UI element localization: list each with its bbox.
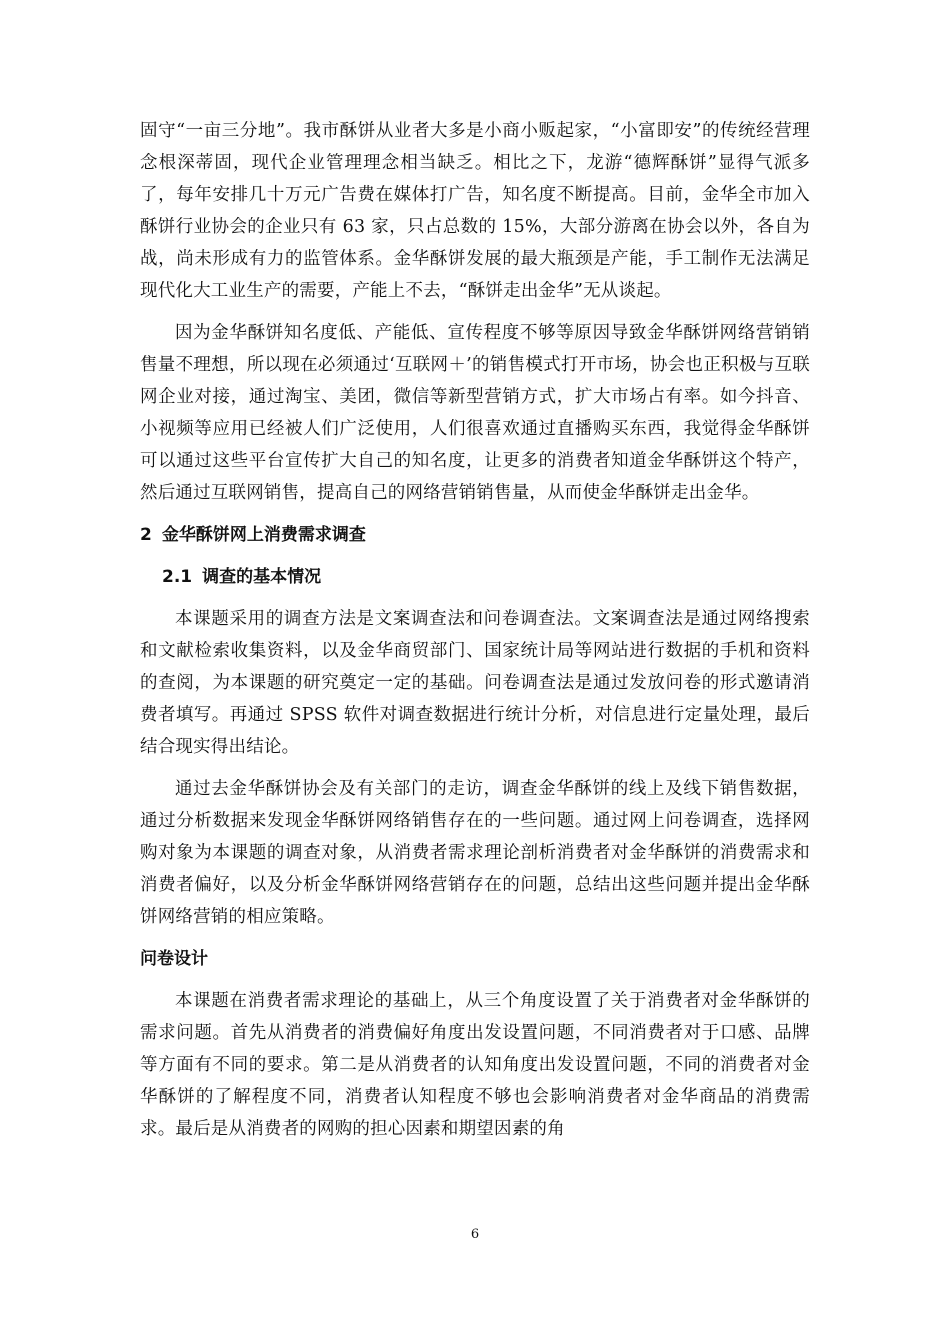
subsection-heading	[140, 561, 810, 593]
section-title: 金华酥饼网上消费需求调查	[161, 525, 366, 545]
paragraph-continued: 固守“一亩三分地”。我市酥饼从业者大多是小商小贩起家，“小富即安”的传统经营理念根深蒂固，现代企业管理理念相当缺乏。相比之下，龙游“德辉酥饼”显得气派多了，每年安排几十万元广告费在媒体打广告，知名度不断提高。目前，金华全市加入酥饼行业协会的企业只有 63 家，只占总数的 15%，大部分游离在协会以外，各自为战，尚未形成有力的监管体系。金华酥饼发展的最大瓶颈是产能，手工制作无法满足现代化大工业生产的需要，产能上不去，“酥饼走出金华”无从谈起。	[140, 121, 810, 301]
heading-gap	[140, 975, 810, 985]
section-number: 2	[140, 525, 152, 545]
section-heading	[140, 519, 810, 551]
paragraph-methods: 本课题采用的调查方法是文案调查法和问卷调查法。文案调查法是通过网络搜索和文献检索收集资料，以及金华商贸部门、国家统计局等网站进行数据的手机和资料的查阅，为本课题的研究奠定一定的基础。问卷调查法是通过发放问卷的形式邀请消费者填写。再通过 SPSS 软件对调查数据进行统计分析，对信息进行定量处理，最后结合现实得出结论。	[140, 609, 810, 757]
paragraph-gap	[140, 509, 810, 519]
paragraph-internet-plus: 因为金华酥饼知名度低、产能低、宣传程度不够等原因导致金华酥饼网络营销销售量不理想，所以现在必须通过‘互联网＋’的销售模式打开市场，协会也正积极与互联网企业对接，通过淘宝、美团，微信等新型营销方式，扩大市场占有率。如今抖音、小视频等应用已经被人们广泛使用，人们很喜欢通过直播购买东西，我觉得金华酥饼可以通过这些平台宣传扩大自己的知名度，让更多的消费者知道金华酥饼这个特产，然后通过互联网销售，提高自己的网络营销销售量，从而使金华酥饼走出金华。	[140, 323, 810, 503]
paragraph-survey: 通过去金华酥饼协会及有关部门的走访，调查金华酥饼的线上及线下销售数据，通过分析数据来发现金华酥饼网络销售存在的一些问题。通过网上问卷调查，选择网购对象为本课题的调查对象，从消费者需求理论剖析消费者对金华酥饼的消费需求和消费者偏好，以及分析金华酥饼网络营销存在的问题，总结出这些问题并提出金华酥饼网络营销的相应策略。	[140, 779, 810, 927]
paragraph-gap	[140, 763, 810, 773]
paragraph-gap	[140, 933, 810, 943]
paragraph-gap	[140, 307, 810, 317]
heading-gap	[140, 593, 810, 603]
page-body	[140, 115, 810, 1145]
subsection-number: 2.1	[162, 567, 193, 587]
subsection-title: 调查的基本情况	[202, 567, 322, 587]
heading-gap	[140, 551, 810, 561]
paragraph-questionnaire: 本课题在消费者需求理论的基础上，从三个角度设置了关于消费者对金华酥饼的需求问题。首先从消费者的消费偏好角度出发设置问题，不同消费者对于口感、品牌等方面有不同的要求。第二是从消费者的认知角度出发设置问题，不同的消费者对金华酥饼的了解程度不同，消费者认知程度不够也会影响消费者对金华商品的消费需求。最后是从消费者的网购的担心因素和期望因素的角	[140, 991, 810, 1139]
page-number: 6	[470, 1227, 480, 1242]
questionnaire-heading: 问卷设计	[140, 949, 208, 969]
